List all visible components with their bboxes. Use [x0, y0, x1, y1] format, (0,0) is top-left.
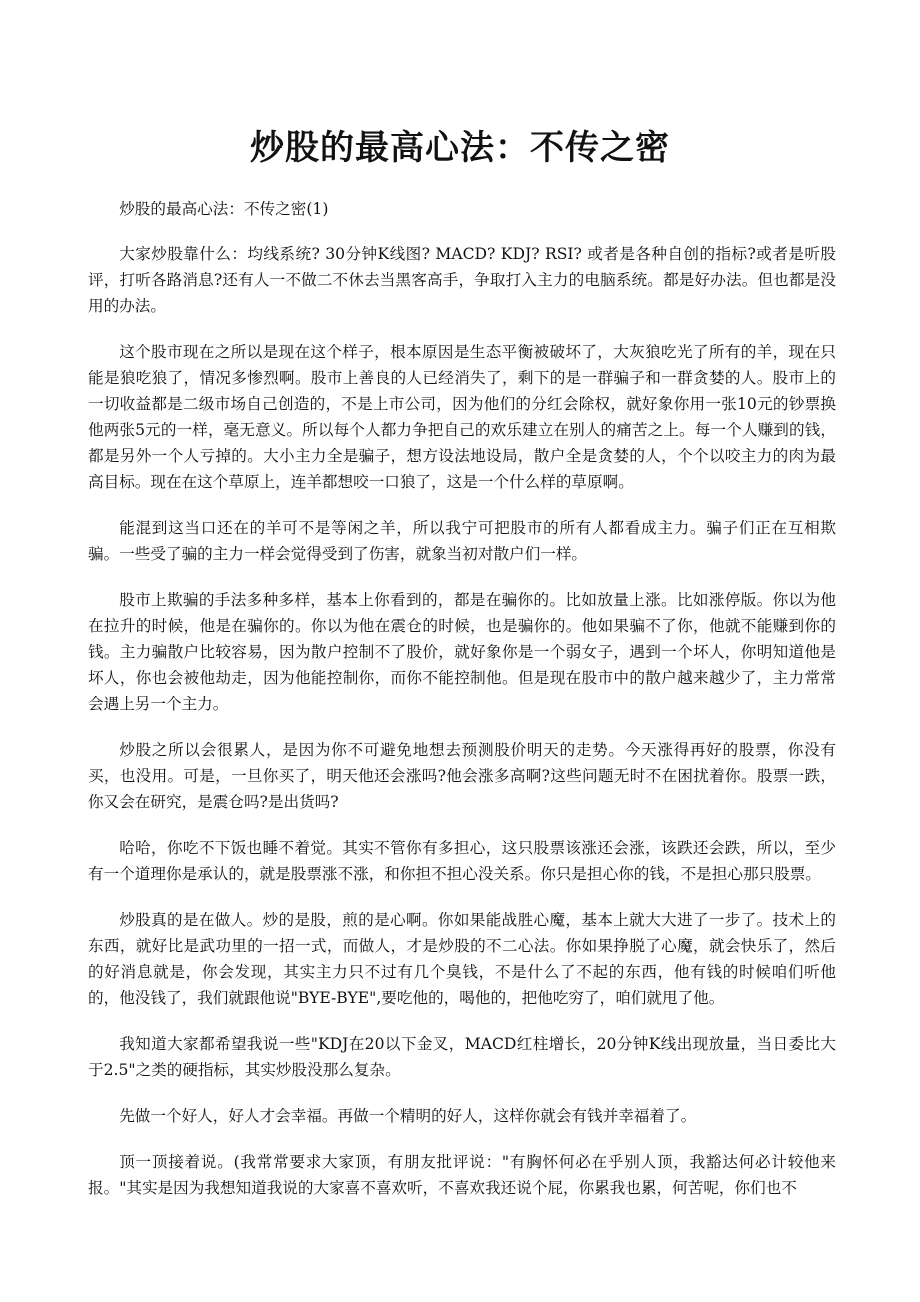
- paragraph: 能混到这当口还在的羊可不是等闲之羊，所以我宁可把股市的所有人都看成主力。骗子们正在互相欺骗。一些受了骗的主力一样会觉得受到了伤害，就象当初对散户们一样。: [88, 519, 836, 563]
- paragraph: 炒股之所以会很累人，是因为你不可避免地想去预测股价明天的走势。今天涨得再好的股票，你没有买，也没用。可是，一旦你买了，明天他还会涨吗?他会涨多高啊?这些问题无时不在困扰着你。股票一跌，你又会在研究，是震仓吗?是出货吗?: [88, 741, 836, 811]
- article-subtitle: 炒股的最高心法：不传之密(1): [119, 200, 329, 218]
- page-title: 炒股的最高心法：不传之密: [250, 128, 670, 168]
- paragraph: 股市上欺骗的手法多种多样，基本上你看到的，都是在骗你的。比如放量上涨。比如涨停版。你以为他在拉升的时候，他是在骗你的。你以为他在震仓的时候，也是骗你的。他如果骗不了你，他就不能赚到你的钱。主力骗散户比较容易，因为散户控制不了股价，就好象你是一个弱女子，遇到一个坏人，你明知道他是坏人，你也会被他劫走，因为他能控制你，而你不能控制他。但是现在股市中的散户越来越少了，主力常常会遇上另一个主力。: [88, 591, 836, 713]
- paragraph: 先做一个好人，好人才会幸福。再做一个精明的好人，这样你就会有钱并幸福着了。: [119, 1107, 697, 1125]
- paragraph: 这个股市现在之所以是现在这个样子，根本原因是生态平衡被破坏了，大灰狼吃光了所有的羊，现在只能是狼吃狼了，情况多惨烈啊。股市上善良的人已经消失了，剩下的是一群骗子和一群贪婪的人。股市上的一切收益都是二级市场自己创造的，不是上市公司，因为他们的分红会除权，就好象你用一张10元的钞票换他两张5元的一样，毫无意义。所以每个人都力争把自己的欢乐建立在别人的痛苦之上。每一个人赚到的钱，都是另外一个人亏掉的。大小主力全是骗子，想方设法地设局，散户全是贪婪的人，个个以咬主力的肉为最高目标。现在在这个草原上，连羊都想咬一口狼了，这是一个什么样的草原啊。: [88, 343, 836, 491]
- paragraph: 顶一顶接着说。(我常常要求大家顶，有朋友批评说："有胸怀何必在乎别人顶，我豁达何必计较他来报。"其实是因为我想知道我说的大家喜不喜欢听，不喜欢我还说个屁，你累我也累，何苦呢，你们也不: [88, 1153, 836, 1197]
- paragraph: 我知道大家都希望我说一些"KDJ在20以下金叉，MACD红柱增长，20分钟K线出现放量，当日委比大于2.5"之类的硬指标，其实炒股没那么复杂。: [88, 1035, 836, 1079]
- paragraph: 哈哈，你吃不下饭也睡不着觉。其实不管你有多担心，这只股票该涨还会涨，该跌还会跌，所以，至少有一个道理你是承认的，就是股票涨不涨，和你担不担心没关系。你只是担心你的钱，不是担心那只股票。: [88, 839, 836, 883]
- paragraph: 大家炒股靠什么：均线系统? 30分钟K线图? MACD? KDJ? RSI? 或者是各种自创的指标?或者是听股评，打听各路消息?还有人一不做二不休去当黑客高手，争取打入主力的电脑系统。都是好办法。但也都是没用的办法。: [88, 245, 836, 315]
- article-body: [88, 196, 836, 1221]
- paragraph: 炒股真的是在做人。炒的是股，煎的是心啊。你如果能战胜心魔，基本上就大大进了一步了。技术上的东西，就好比是武功里的一招一式，而做人，才是炒股的不二心法。你如果挣脱了心魔，就会快乐了，然后的好消息就是，你会发现，其实主力只不过有几个臭钱，不是什么了不起的东西，他有钱的时候咱们听他的，他没钱了，我们就跟他说"BYE-BYE",要吃他的，喝他的，把他吃穷了，咱们就甩了他。: [88, 911, 836, 1007]
